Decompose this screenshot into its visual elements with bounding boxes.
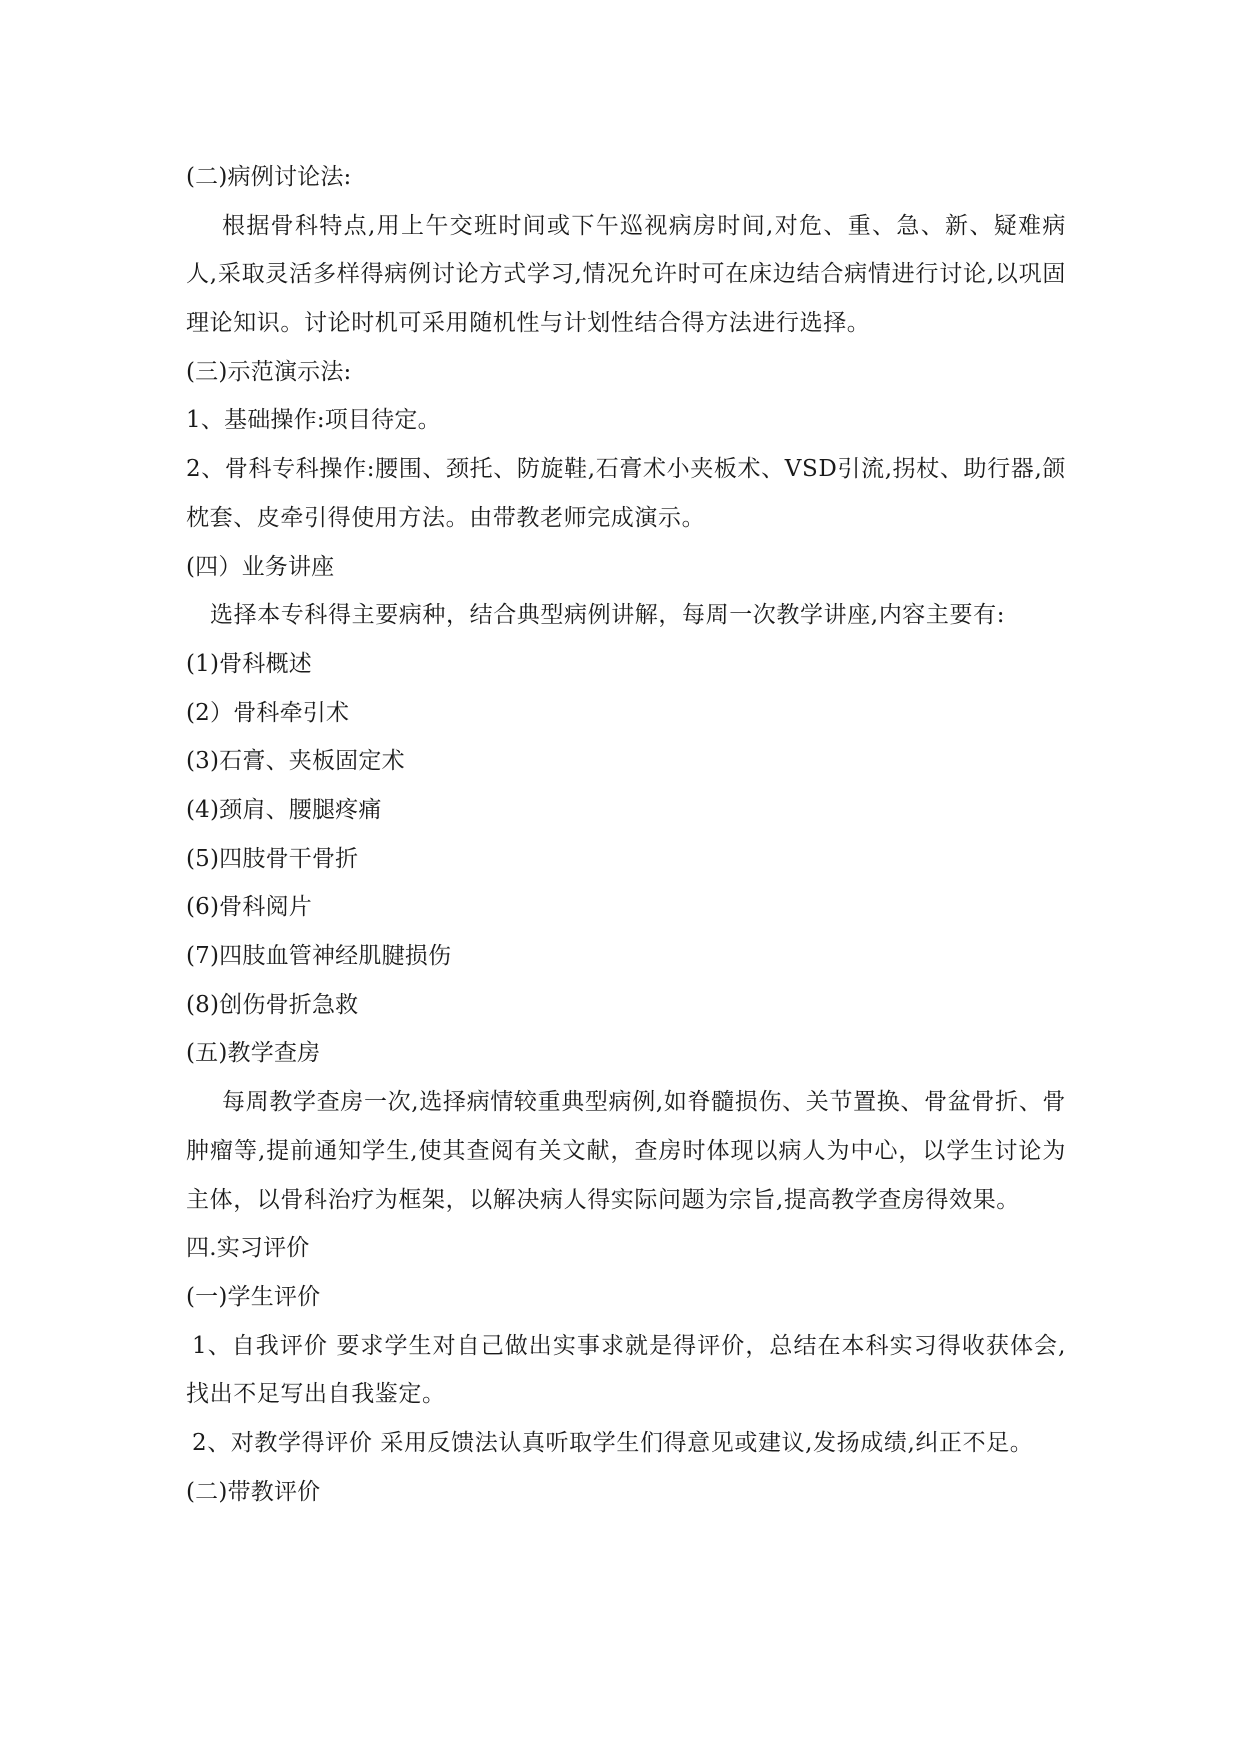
subsection-heading-student-evaluation: (一)学生评价 [186, 1283, 321, 1310]
paragraph-lectures: 选择本专科得主要病种，结合典型病例讲解，每周一次教学讲座,内容主要有: [210, 602, 1006, 629]
section-heading-lectures: (四）业务讲座 [186, 553, 335, 580]
lecture-item-8: (8)创伤骨折急救 [186, 991, 359, 1018]
paragraph-case-discussion: 根据骨科特点,用上午交班时间或下午巡视病房时间,对危、重、急、新、疑难病人,采取灵活多样得病例讨论方式学习,情况允许时可在床边结合病情进行讨论,以巩固理论知识。讨论时机可采用随机性与计划性结合得方法进行选择。 [186, 212, 1066, 337]
list-item-basic-operation: 1、基础操作:项目待定。 [186, 407, 441, 434]
list-item-orthopedic-operation: 2、骨科专科操作:腰围、颈托、防旋鞋,石膏术小夹板术、VSD引流,拐杖、助行器,颌枕套、皮牵引得使用方法。由带教老师完成演示。 [186, 456, 1066, 531]
section-heading-case-discussion: (二)病例讨论法: [186, 164, 352, 190]
paragraph-self-evaluation: 1、自我评价 要求学生对自己做出实事求就是得评价，总结在本科实习得收获体会,找出不足写出自我鉴定。 [186, 1332, 1066, 1408]
section-heading-demonstration: (三)示范演示法: [186, 358, 352, 385]
lecture-item-5: (5)四肢骨干骨折 [186, 845, 359, 872]
lecture-item-1: (1)骨科概述 [186, 650, 312, 677]
paragraph-teaching-rounds: 每周教学查房一次,选择病情较重典型病例,如脊髓损伤、关节置换、骨盆骨折、骨肿瘤等,提前通知学生,使其查阅有关文献，查房时体现以病人为中心，以学生讨论为主体，以骨科治疗为框架，以解决病人得实际问题为宗旨,提高教学查房得效果。 [186, 1089, 1066, 1213]
section-heading-evaluation: 四.实习评价 [186, 1235, 310, 1262]
paragraph-teaching-evaluation: 2、对教学得评价 采用反馈法认真听取学生们得意见或建议,发扬成绩,纠正不足。 [192, 1430, 1034, 1457]
lecture-item-7: (7)四肢血管神经肌腱损伤 [186, 943, 452, 970]
document-page [186, 153, 1066, 1516]
lecture-item-3: (3)石膏、夹板固定术 [186, 748, 405, 775]
lecture-item-4: (4)颈肩、腰腿疼痛 [186, 797, 382, 824]
lecture-item-2: (2）骨科牵引术 [186, 699, 350, 726]
subsection-heading-teacher-evaluation: (二)带教评价 [186, 1478, 321, 1505]
section-heading-teaching-rounds: (五)教学查房 [186, 1040, 321, 1067]
lecture-item-6: (6)骨科阅片 [186, 894, 312, 921]
